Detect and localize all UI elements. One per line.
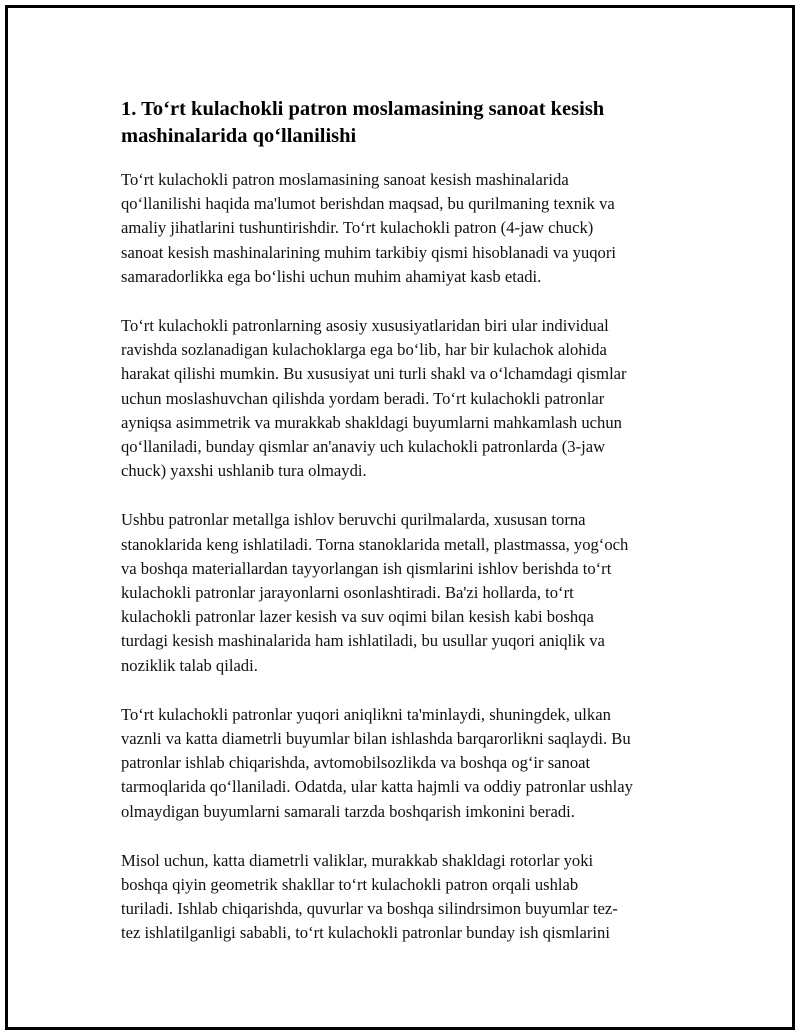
section-heading xyxy=(121,96,691,150)
text-line: patronlar ishlab chiqarishda, avtomobilsozlikda va boshqa og‘ir sanoat xyxy=(121,753,591,773)
paragraph-4 xyxy=(121,703,691,824)
text-line: ravishda sozlanadigan kulachoklarga ega bo‘lib, har bir kulachok alohida xyxy=(121,340,607,360)
text-line: stanoklarida keng ishlatiladi. Torna stanoklarida metall, plastmassa, yog‘och xyxy=(121,534,629,554)
text-line: chuck) yaxshi ushlanib tura olmaydi. xyxy=(121,461,367,481)
heading-line: mashinalarida qo‘llanilishi xyxy=(121,125,357,147)
text-line: amaliy jihatlarini tushuntirishdir. To‘rt kulachokli patron (4-jaw chuck) xyxy=(121,218,594,238)
document-body xyxy=(121,96,691,971)
text-line: noziklik talab qiladi. xyxy=(121,655,258,675)
text-line: tarmoqlarida qo‘llaniladi. Odatda, ular katta hajmli va oddiy patronlar ushlay xyxy=(121,777,633,797)
text-line: vaznli va katta diametrli buyumlar bilan ishlashda barqarorlikni saqlaydi. Bu xyxy=(121,729,631,749)
text-line: boshqa qiyin geometrik shakllar to‘rt kulachokli patron orqali ushlab xyxy=(121,875,579,895)
page-frame xyxy=(5,5,795,1030)
text-line: Ushbu patronlar metallga ishlov beruvchi qurilmalarda, xususan torna xyxy=(121,510,586,530)
text-line: qo‘llanilishi haqida ma'lumot berishdan maqsad, bu qurilmaning texnik va xyxy=(121,194,615,214)
text-line: ayniqsa asimmetrik va murakkab shakldagi buyumlarni mahkamlash uchun xyxy=(121,412,622,432)
text-line: olmaydigan buyumlarni samarali tarzda boshqarish imkonini beradi. xyxy=(121,801,575,821)
text-line: kulachokli patronlar lazer kesish va suv oqimi bilan kesish kabi boshqa xyxy=(121,607,594,627)
text-line: Misol uchun, katta diametrli valiklar, murakkab shakldagi rotorlar yoki xyxy=(121,850,594,870)
paragraph-3 xyxy=(121,508,691,677)
text-line: To‘rt kulachokli patronlarning asosiy xususiyatlaridan biri ular individual xyxy=(121,316,609,336)
paragraph-1 xyxy=(121,168,691,289)
text-line: turdagi kesish mashinalarida ham ishlatiladi, bu usullar yuqori aniqlik va xyxy=(121,631,605,651)
text-line: samaradorlikka ega bo‘lishi uchun muhim ahamiyat kasb etadi. xyxy=(121,266,542,286)
text-line: turiladi. Ishlab chiqarishda, quvurlar va boshqa silindrsimon buyumlar tez- xyxy=(121,899,618,919)
text-line: uchun moslashuvchan qilishda yordam beradi. To‘rt kulachokli patronlar xyxy=(121,388,605,408)
text-line: qo‘llaniladi, bunday qismlar an'anaviy uch kulachokli patronlarda (3-jaw xyxy=(121,437,606,457)
text-line: tez ishlatilganligi sababli, to‘rt kulachokli patronlar bunday ish qismlarini xyxy=(121,923,610,943)
text-line: harakat qilishi mumkin. Bu xususiyat uni turli shakl va o‘lchamdagi qismlar xyxy=(121,364,627,384)
text-line: To‘rt kulachokli patronlar yuqori aniqlikni ta'minlaydi, shuningdek, ulkan xyxy=(121,704,611,724)
text-line: sanoat kesish mashinalarining muhim tarkibiy qismi hisoblanadi va yuqori xyxy=(121,242,616,262)
text-line: To‘rt kulachokli patron moslamasining sanoat kesish mashinalarida xyxy=(121,170,569,189)
paragraph-5 xyxy=(121,849,691,946)
text-line: kulachokli patronlar jarayonlarni osonlashtiradi. Ba'zi hollarda, to‘rt xyxy=(121,583,574,603)
text-line: va boshqa materiallardan tayyorlangan ish qismlarini ishlov berishda to‘rt xyxy=(121,558,612,578)
heading-line: 1. To‘rt kulachokli patron moslamasining sanoat kesish xyxy=(121,98,605,120)
paragraph-2 xyxy=(121,314,691,483)
